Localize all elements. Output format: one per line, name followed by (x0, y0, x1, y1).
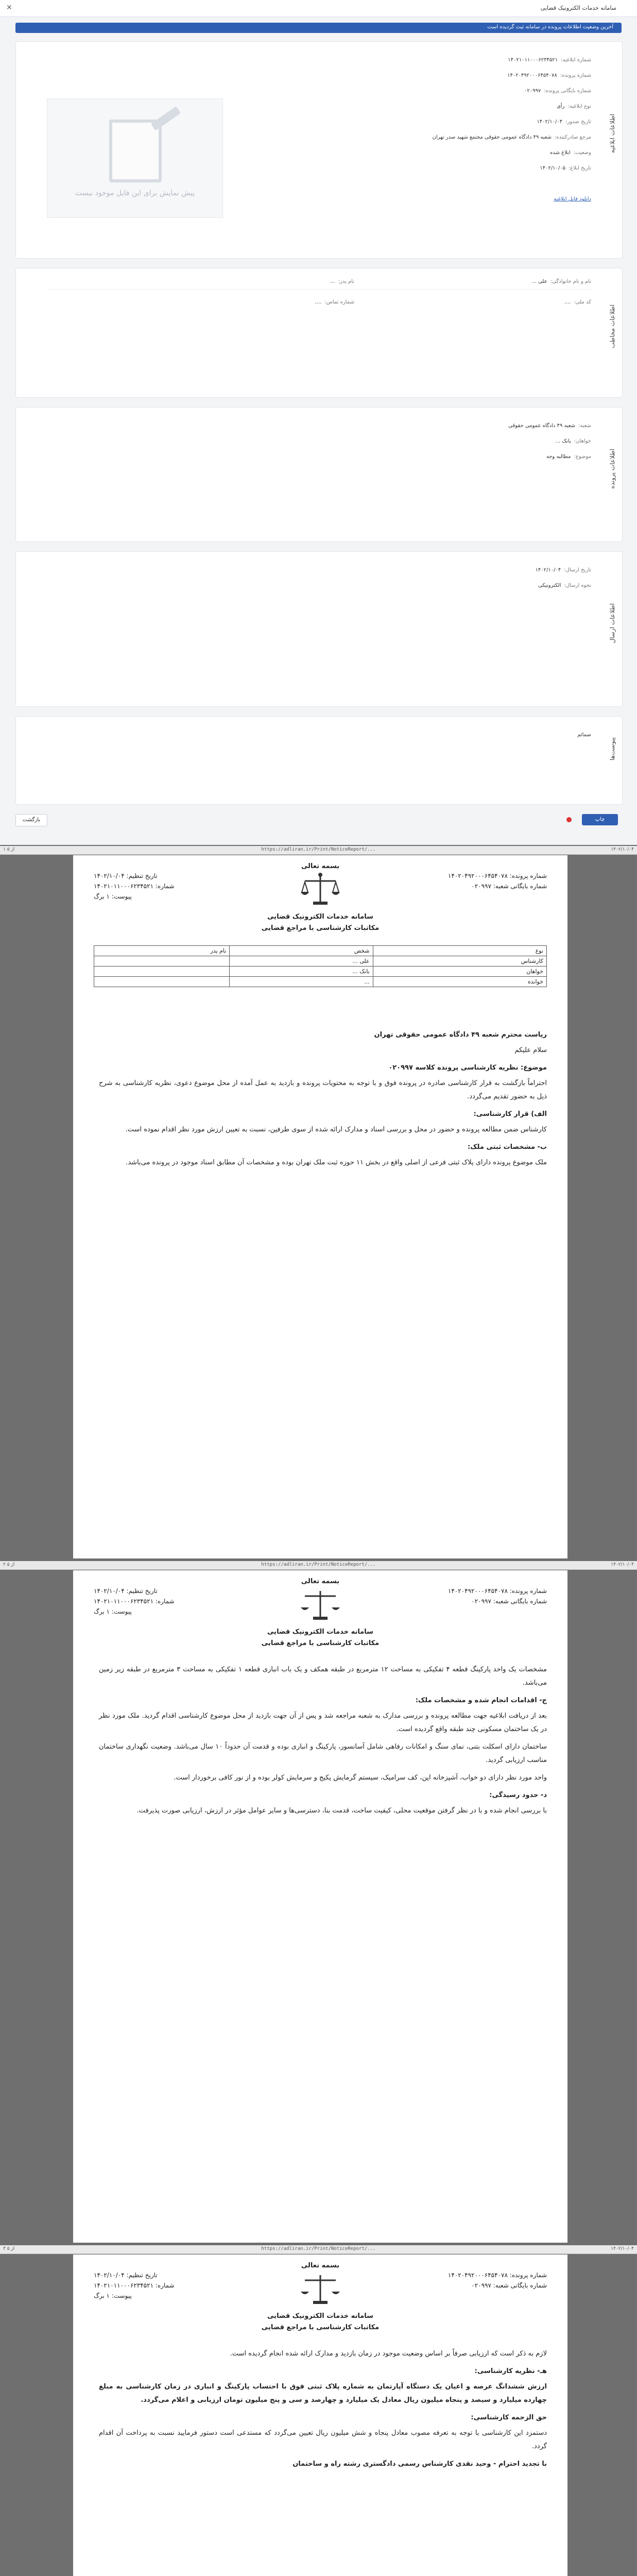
section-label-send: اطلاعات ارسال (609, 603, 616, 643)
top-bar (0, 0, 637, 17)
file-preview-placeholder (47, 98, 223, 218)
notice-type: نوع ابلاغیه:رأی (556, 104, 591, 109)
print-strip-3: ۳ از ۵ https://adliran.ir/Print/NoticeReport/... ۱۴۰۲/۱۰/۰۴ (0, 2245, 637, 2254)
notice-banner (15, 23, 622, 33)
addressee: ریاست محترم شعبه ۴۹ دادگاه عمومی حقوقی تهران (374, 1031, 547, 1039)
print-strip-2: ۲ از ۵ https://adliran.ir/Print/NoticeReport/... ۱۴۰۲/۱۰/۰۴ (0, 1561, 637, 1570)
contact-name: نام و نام خانوادگی:علی ... (531, 279, 591, 284)
notice-info-card (15, 41, 623, 259)
document-body-3: لازم به ذکر است که ارزیابی صرفاً بر اساس وضعیت موجود در زمان بازدید و مدارک ارائه شده انجام گردیده است. هـ- نظریه کارشناسی: ارزش ششدانگ عرصه و اعیان یک دستگاه آپارتمان به شماره پلاک ثبتی فوق با احتساب پارکینگ و انباری در زمان کارشناسی به مبلغ چهارده میلیارد و سیصد و پنجاه میلیون ریال معادل یک میلیارد و چهارصد و سی و پنج میلیون تومان ارزیابی و اعلام می‌گردد. حق الزحمه کارشناسی: دستمزد این کارشناسی با توجه به تعرفه مصوب معادل پنجاه و شش میلیون ریال تعیین می‌گردد که مستدعی است دستور فرمایید نسبت به پرداخت آن اقدام گردد. با تجدید احترام - وحید نقدی کارشناس رسمی دادگستری رشته راه و ساختمان (99, 2347, 547, 2473)
issue-date: تاریخ صدور:۱۴۰۲/۱۰/۰۴ (537, 119, 591, 125)
section-label-notice: اطلاعات ابلاغیه (609, 114, 616, 154)
download-notice-link[interactable]: دانلود فایل ابلاغیه (554, 196, 591, 202)
print-strip-1: ۱ از ۵ https://adliran.ir/Print/NoticeReport/... ۱۴۰۲/۱۰/۰۴ (0, 846, 637, 855)
scales-of-justice-icon (300, 2271, 341, 2307)
org-subtitle: مکاتبات کارشناسی با مراجع قضایی (261, 924, 380, 932)
case-number: شماره پرونده:۱۴۰۲۰۴۹۲۰۰۰۶۴۵۴۰۷۸ (507, 73, 591, 78)
preview-unavailable-text: پیش نمایش برای این فایل موجود نیست (75, 189, 195, 197)
table-row: کارشناس علی ... (94, 956, 547, 967)
document-page-1 (73, 855, 567, 1558)
section-label-attachments: پیوست‌ها (609, 737, 616, 760)
record-dot-icon (566, 817, 572, 822)
send-info-card (15, 551, 623, 707)
closing-line: با تجدید احترام - وحید نقدی کارشناس رسمی دادگستری رشته راه و ساختمان (292, 2460, 547, 2468)
header-left: تاریخ تنظیم: ۱۴۰۲/۱۰/۰۴ شماره: ۱۴۰۲۱۰۱۱۰۰۰۶۲۳۴۵۲۱ پیوست: ۱ برگ (94, 872, 175, 900)
contact-national-id: کد ملی:.... (564, 299, 591, 305)
back-button[interactable]: بازگشت (15, 814, 47, 826)
attachments-card (15, 716, 623, 805)
contact-info-card (15, 268, 623, 398)
issuing-authority: مرجع صادرکننده:شعبه ۴۹ دادگاه عمومی حقوقی مجتمع شهید صدر تهران (432, 134, 591, 140)
contact-phone: شماره تماس:.... (315, 299, 354, 305)
section-label-contact: اطلاعات مخاطب (609, 304, 616, 349)
close-icon[interactable]: ✕ (6, 4, 12, 12)
table-row: خواهان بانک ... (94, 967, 547, 977)
section-label-case: اطلاعات پرونده (609, 449, 616, 489)
document-page-2: بسمه تعالی شماره پرونده: ۱۴۰۲۰۴۹۲۰۰۰۶۴۵۴۰۷۸ شماره بایگانی شعبه: ۰۲۰۹۹۷ تاریخ تنظیم: ۱۴۰۲/۱۰/۰۴ شماره: ۱۴۰۲۱۰۱۱۰۰۰۶۲۳۴۵۲۱ پیوست: ۱ برگ سامانه خدمات الکترونیک قضایی مکاتبات کارشناسی با مراجع قضایی مشخصات یک واحد پارکینگ قطعه ۴ تفکیکی به مساحت ۱۲ مترمربع در طبقه همکف و یک باب انباری قطعه ۱ تفکیکی به مساحت ۳ مترمربع در طبقه زیر زمین می‌باشد. ج- اقدامات انجام شده و مشخصات ملک: بعد از دریافت ابلاغیه جهت مطالعه پرونده و بررسی مدارک به شعبه مراجعه شد و پس از آن جهت بازدید از محل موضوع کارشناسی اقدام گردید. ملک مورد نظر در یک ساختمان مسکونی چند طبقه واقع گردیده است. ساختمان دارای اسکلت بتنی، نمای سنگ و امکانات رفاهی شامل آسانسور، پارکینگ و انباری بوده و قدمت آن حدوداً ۱۰ سال می‌باشد. وضعیت نگهداری ساختمان مناسب ارزیابی گردید. واحد مورد نظر دارای دو خواب، آشپزخانه اپن، کف سرامیک، سیستم گرمایش پکیج و سرمایش کولر بوده و از نور کافی برخوردار است. د- حدود رسیدگی: با بررسی انجام شده و با در نظر گرفتن موقعیت محلی، کیفیت ساخت، قدمت بنا، دسترسی‌ها و سایر عوامل مؤثر در ارزش، ارزیابی صورت پذیرفت. (73, 1570, 567, 2243)
parties-table: نوع شخص نام پدر کارشناس علی ... خواهان بانک ... خوانده ... (94, 945, 547, 987)
scales-of-justice-icon (300, 1587, 341, 1623)
contact-father: نام پدر:... (330, 279, 354, 284)
send-date: تاریخ ارسال:۱۴۰۲/۱۰/۰۴ (535, 567, 591, 573)
delivery-date: تاریخ ابلاغ:۱۴۰۲/۱۰/۰۵ (540, 165, 591, 171)
document-body-1: ریاست محترم شعبه ۴۹ دادگاه عمومی حقوقی تهران سلام علیکم موضوع: نظریه کارشناسی پرونده کلاسه ۰۲۰۹۹۷ احتراماً بازگشت به قرار کارشناسی صادره در پرونده فوق و با توجه به محتویات پرونده و بازدید به عمل آمده از محل موضوع دعوی، نظریه کارشناسی به شرح ذیل به حضور تقدیم می‌گردد. الف) قرار کارشناسی: کارشناس ضمن مطالعه پرونده و حضور در محل و بررسی اسناد و مدارک ارائه شده از سوی طرفین، نسبت به تعیین ارزش مورد نظر اقدام نموده است. ب- مشخصات ثبتی ملک: ملک موضوع پرونده دارای پلاک ثبتی فرعی از اصلی واقع در بخش ۱۱ حوزه ثبت ملک تهران بوده و مشخصات آن مطابق اسناد موجود در پرونده می‌باشد. (99, 1025, 547, 1174)
case-branch: شعبه:شعبه ۴۹ دادگاه عمومی حقوقی (508, 423, 591, 429)
notice-number: شماره ابلاغیه:۱۴۰۲۱۰۱۱۰۰۰۶۲۳۴۵۲۱ (508, 57, 591, 63)
header-right: شماره پرونده: ۱۴۰۲۰۴۹۲۰۰۰۶۴۵۴۰۷۸ شماره بایگانی شعبه: ۰۲۰۹۹۷ (447, 872, 547, 890)
salutation: سلام علیکم (514, 1046, 547, 1054)
send-method: نحوه ارسال:الکترونیکی (538, 583, 591, 588)
document-page-3: بسمه تعالی شماره پرونده: ۱۴۰۲۰۴۹۲۰۰۰۶۴۵۴۰۷۸ شماره بایگانی شعبه: ۰۲۰۹۹۷ تاریخ تنظیم: ۱۴۰۲/۱۰/۰۴ شماره: ۱۴۰۲۱۰۱۱۰۰۰۶۲۳۴۵۲۱ پیوست: ۱ برگ سامانه خدمات الکترونیک قضایی مکاتبات کارشناسی با مراجع قضایی لازم به ذکر است که ارزیابی صرفاً بر اساس وضعیت موجود در زمان بازدید و مدارک ارائه شده انجام گردیده است. هـ- نظریه کارشناسی: ارزش ششدانگ عرصه و اعیان یک دستگاه آپارتمان به شماره پلاک ثبتی فوق با احتساب پارکینگ و انباری در زمان کارشناسی به مبلغ چهارده میلیارد و سیصد و پنجاه میلیون ریال معادل یک میلیارد و چهارصد و سی و پنج میلیون تومان ارزیابی و اعلام می‌گردد. حق الزحمه کارشناسی: دستمزد این کارشناسی با توجه به تعرفه مصوب معادل پنجاه و شش میلیون ریال تعیین می‌گردد که مستدعی است دستور فرمایید نسبت به پرداخت آن اقدام گردد. با تجدید احترام - وحید نقدی کارشناس رسمی دادگستری رشته راه و ساختمان (73, 2255, 567, 2576)
portal-page (0, 0, 637, 845)
scales-of-justice-icon (300, 872, 341, 908)
notice-text: آخرین وضعیت اطلاعات پرونده در سامانه ثبت گردیده است (487, 24, 613, 30)
print-button[interactable]: چاپ (582, 814, 618, 825)
subject: موضوع: نظریه کارشناسی پرونده کلاسه ۰۲۰۹۹۷ (388, 1064, 547, 1072)
case-plaintiff: خواهان:بانک ... (555, 438, 591, 444)
attachments-note: ضمائم (577, 732, 591, 738)
case-info-card (15, 407, 623, 542)
org-title: سامانه خدمات الکترونیک قضایی (267, 913, 373, 921)
case-subject: موضوع:مطالبه وجه (546, 454, 591, 460)
notice-status: وضعیت:ابلاغ شده (550, 150, 591, 156)
bismillah: بسمه تعالی (301, 862, 340, 870)
header-title: سامانه خدمات الکترونیک قضایی (540, 5, 616, 11)
gavel-icon (151, 106, 181, 131)
document-body-2: مشخصات یک واحد پارکینگ قطعه ۴ تفکیکی به مساحت ۱۲ مترمربع در طبقه همکف و یک باب انباری قطعه ۱ تفکیکی به مساحت ۳ مترمربع در طبقه زیر زمین می‌باشد. ج- اقدامات انجام شده و مشخصات ملک: بعد از دریافت ابلاغیه جهت مطالعه پرونده و بررسی مدارک به شعبه مراجعه شد و پس از آن جهت بازدید از محل موضوع کارشناسی اقدام گردید. ملک مورد نظر در یک ساختمان مسکونی چند طبقه واقع گردیده است. ساختمان دارای اسکلت بتنی، نمای سنگ و امکانات رفاهی شامل آسانسور، پارکینگ و انباری بوده و قدمت آن حدوداً ۱۰ سال می‌باشد. وضعیت نگهداری ساختمان مناسب ارزیابی گردید. واحد مورد نظر دارای دو خواب، آشپزخانه اپن، کف سرامیک، سیستم گرمایش پکیج و سرمایش کولر بوده و از نور کافی برخوردار است. د- حدود رسیدگی: با بررسی انجام شده و با در نظر گرفتن موقعیت محلی، کیفیت ساخت، قدمت بنا، دسترسی‌ها و سایر عوامل مؤثر در ارزش، ارزیابی صورت پذیرفت. (99, 1666, 547, 1815)
table-row: خوانده ... (94, 977, 547, 987)
archive-number: شماره بایگانی پرونده:۰۲۰۹۹۷ (524, 88, 591, 94)
